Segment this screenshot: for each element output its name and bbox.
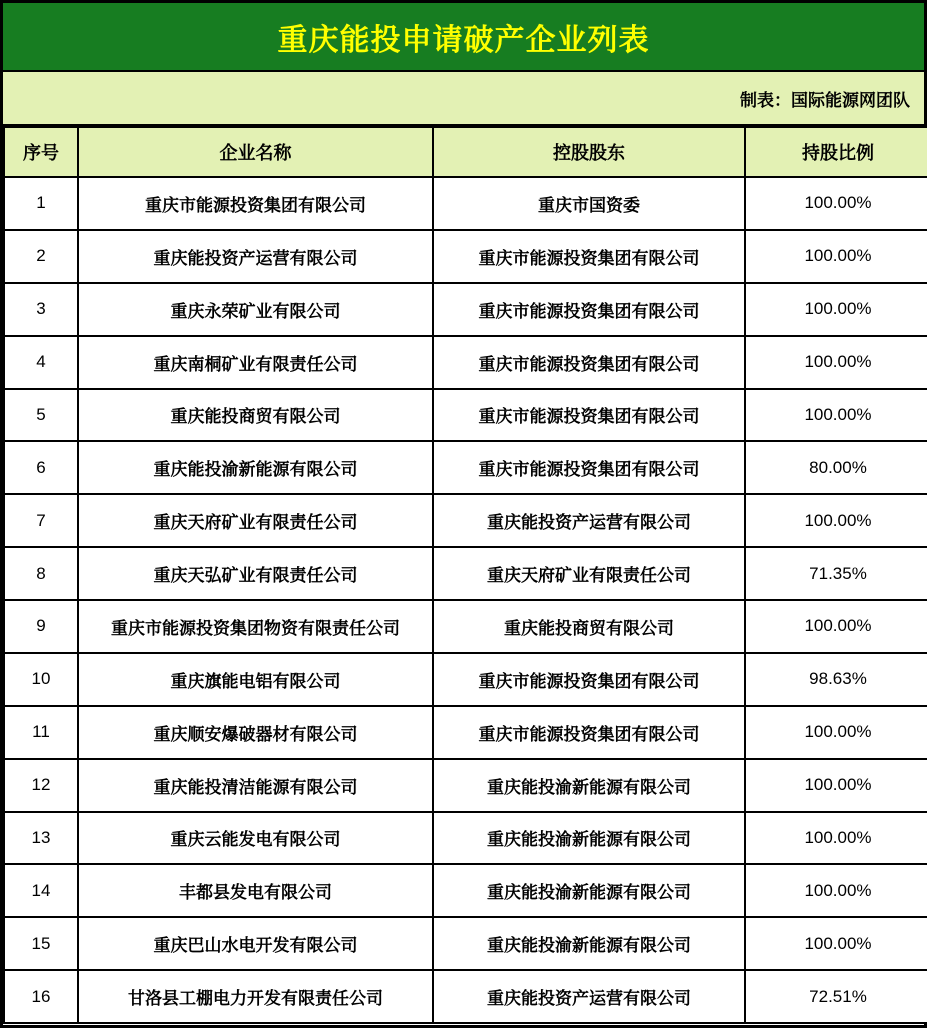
shareholder-name: 重庆能投渝新能源有限公司: [433, 812, 745, 865]
table-row: [4, 917, 927, 970]
row-index: 3: [4, 283, 78, 336]
company-name: 重庆旗能电铝有限公司: [78, 653, 433, 706]
col-header-index: 序号: [4, 127, 78, 177]
share-ratio: 100.00%: [745, 864, 927, 917]
table-row: [4, 706, 927, 759]
share-ratio: 100.00%: [745, 600, 927, 653]
table-row: [4, 812, 927, 865]
share-ratio: 100.00%: [745, 812, 927, 865]
share-ratio: 98.63%: [745, 653, 927, 706]
row-index: 10: [4, 653, 78, 706]
company-name: 重庆市能源投资集团物资有限责任公司: [78, 600, 433, 653]
company-name: 丰都县发电有限公司: [78, 864, 433, 917]
col-header-ratio: 持股比例: [745, 127, 927, 177]
title-bar: [3, 3, 924, 72]
credit-label: 制表：国际能源网团队: [740, 90, 910, 110]
share-ratio: 100.00%: [745, 917, 927, 970]
shareholder-name: 重庆市能源投资集团有限公司: [433, 706, 745, 759]
share-ratio: 100.00%: [745, 336, 927, 389]
company-name: 重庆永荣矿业有限公司: [78, 283, 433, 336]
company-name: 重庆南桐矿业有限责任公司: [78, 336, 433, 389]
row-index: 11: [4, 706, 78, 759]
table-row: [4, 864, 927, 917]
shareholder-name: 重庆市能源投资集团有限公司: [433, 230, 745, 283]
shareholder-name: 重庆能投渝新能源有限公司: [433, 917, 745, 970]
shareholder-name: 重庆市能源投资集团有限公司: [433, 389, 745, 442]
table-row: [4, 970, 927, 1023]
company-name: 重庆顺安爆破器材有限公司: [78, 706, 433, 759]
share-ratio: 72.51%: [745, 970, 927, 1023]
row-index: 5: [4, 389, 78, 442]
table-row: [4, 494, 927, 547]
shareholder-name: 重庆市能源投资集团有限公司: [433, 441, 745, 494]
company-name: 重庆能投商贸有限公司: [78, 389, 433, 442]
share-ratio: 100.00%: [745, 230, 927, 283]
shareholder-name: 重庆天府矿业有限责任公司: [433, 547, 745, 600]
row-index: 8: [4, 547, 78, 600]
shareholder-name: 重庆能投资产运营有限公司: [433, 494, 745, 547]
share-ratio: 100.00%: [745, 177, 927, 230]
row-index: 1: [4, 177, 78, 230]
shareholder-name: 重庆能投资产运营有限公司: [433, 970, 745, 1023]
table-row: [4, 336, 927, 389]
row-index: 16: [4, 970, 78, 1023]
col-header-shareholder: 控股股东: [433, 127, 745, 177]
company-name: 重庆能投资产运营有限公司: [78, 230, 433, 283]
table-row: [4, 441, 927, 494]
table-row: [4, 653, 927, 706]
share-ratio: 71.35%: [745, 547, 927, 600]
share-ratio: 100.00%: [745, 494, 927, 547]
company-table: [3, 126, 927, 1024]
table-row: [4, 230, 927, 283]
row-index: 2: [4, 230, 78, 283]
row-index: 12: [4, 759, 78, 812]
shareholder-name: 重庆能投渝新能源有限公司: [433, 759, 745, 812]
table-header: [4, 127, 927, 177]
col-header-company: 企业名称: [78, 127, 433, 177]
row-index: 4: [4, 336, 78, 389]
page-title: 重庆能投申请破产企业列表: [277, 23, 650, 57]
row-index: 7: [4, 494, 78, 547]
company-name: 重庆市能源投资集团有限公司: [78, 177, 433, 230]
shareholder-name: 重庆市能源投资集团有限公司: [433, 336, 745, 389]
row-index: 14: [4, 864, 78, 917]
share-ratio: 80.00%: [745, 441, 927, 494]
share-ratio: 100.00%: [745, 759, 927, 812]
company-name: 甘洛县工棚电力开发有限责任公司: [78, 970, 433, 1023]
company-name: 重庆巴山水电开发有限公司: [78, 917, 433, 970]
row-index: 6: [4, 441, 78, 494]
share-ratio: 100.00%: [745, 706, 927, 759]
table-row: [4, 600, 927, 653]
shareholder-name: 重庆市国资委: [433, 177, 745, 230]
row-index: 15: [4, 917, 78, 970]
company-name: 重庆能投清洁能源有限公司: [78, 759, 433, 812]
company-name: 重庆云能发电有限公司: [78, 812, 433, 865]
shareholder-name: 重庆能投商贸有限公司: [433, 600, 745, 653]
shareholder-name: 重庆市能源投资集团有限公司: [433, 283, 745, 336]
shareholder-name: 重庆市能源投资集团有限公司: [433, 653, 745, 706]
shareholder-name: 重庆能投渝新能源有限公司: [433, 864, 745, 917]
company-name: 重庆天府矿业有限责任公司: [78, 494, 433, 547]
row-index: 9: [4, 600, 78, 653]
credit-bar: [3, 72, 924, 126]
row-index: 13: [4, 812, 78, 865]
header-row: [4, 127, 927, 177]
table-row: [4, 759, 927, 812]
table-body: [4, 177, 927, 1023]
table-row: [4, 283, 927, 336]
table-row: [4, 547, 927, 600]
share-ratio: 100.00%: [745, 283, 927, 336]
table-row: [4, 177, 927, 230]
company-name: 重庆天弘矿业有限责任公司: [78, 547, 433, 600]
share-ratio: 100.00%: [745, 389, 927, 442]
table-row: [4, 389, 927, 442]
company-name: 重庆能投渝新能源有限公司: [78, 441, 433, 494]
